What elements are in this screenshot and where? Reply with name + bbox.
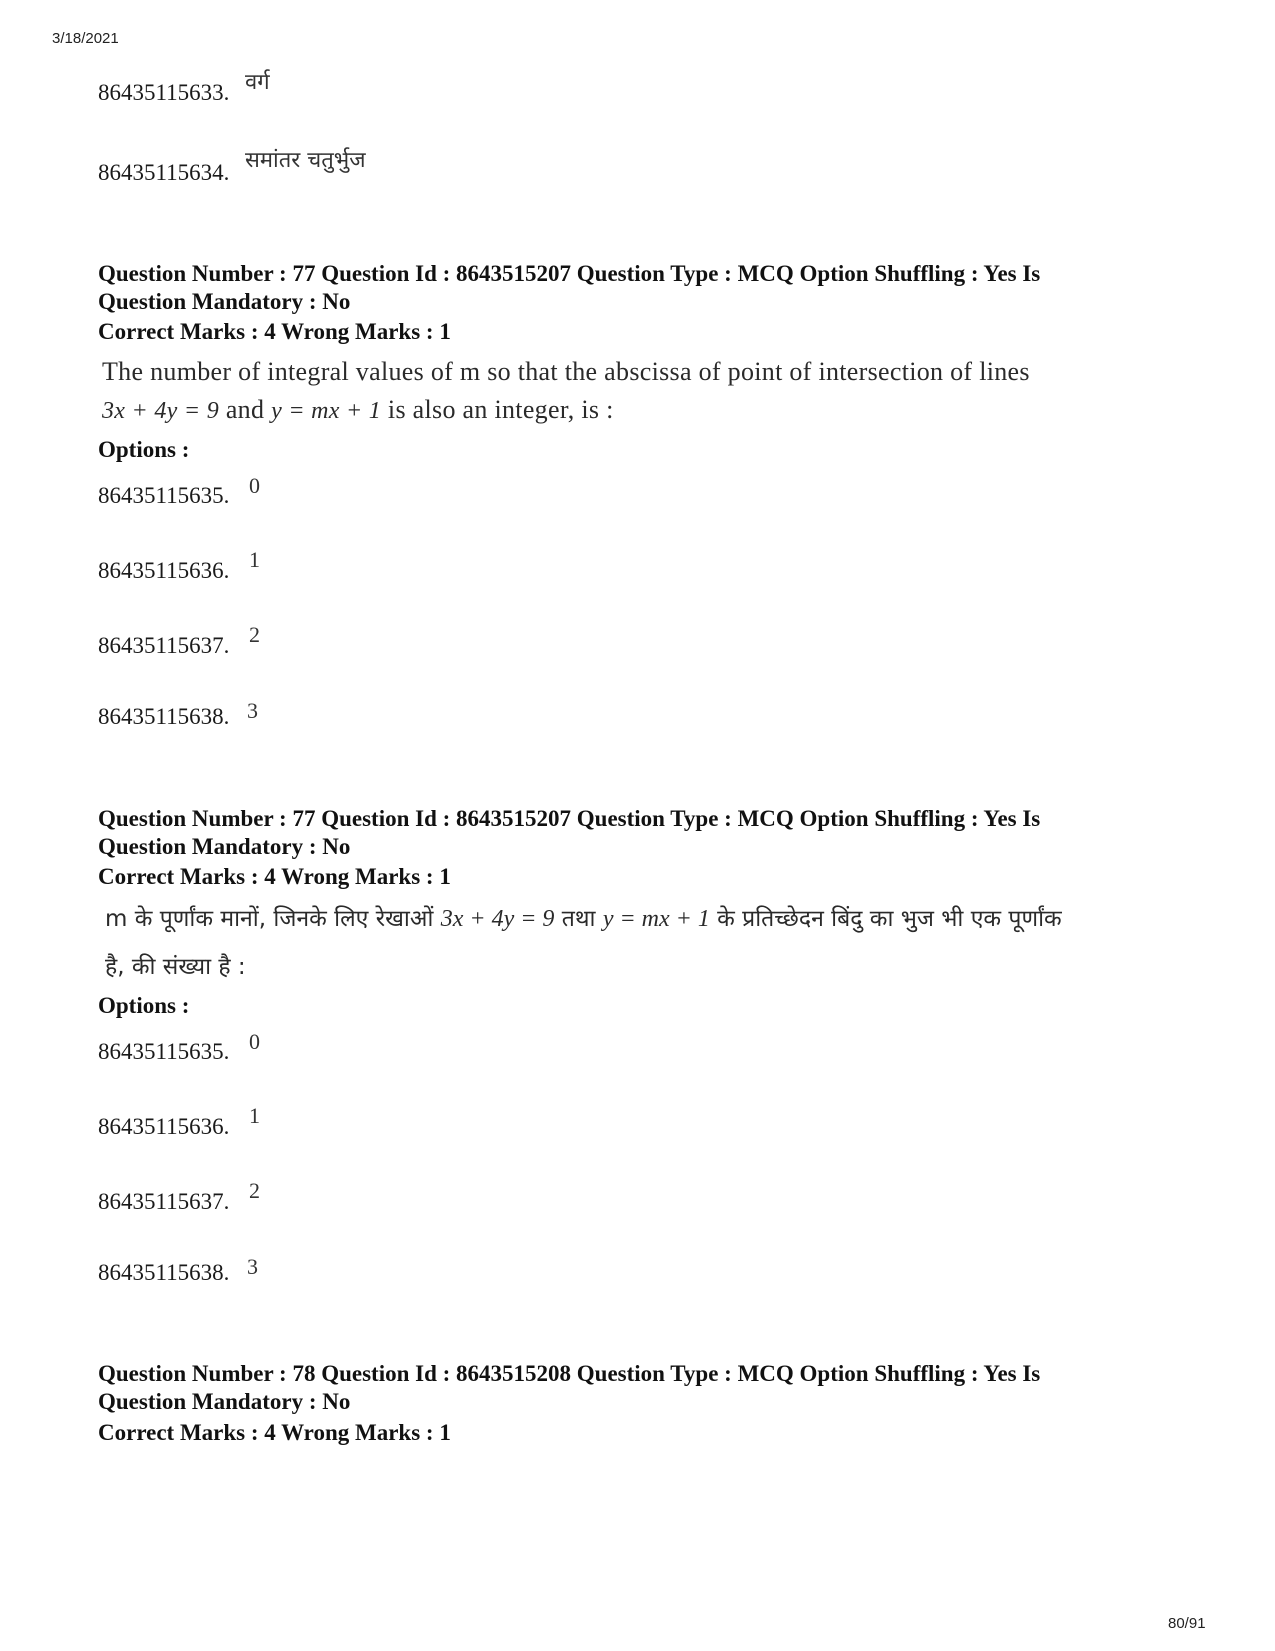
options-label: Options :: [98, 993, 190, 1018]
option-value: 1: [249, 1103, 260, 1128]
option-id: 86435115635.: [98, 1039, 230, 1064]
option-value: 0: [249, 473, 260, 498]
option-id: 86435115637.: [98, 633, 230, 658]
option-id: 86435115634.: [98, 160, 230, 185]
option-value: 1: [249, 547, 260, 572]
options-label: Options :: [98, 437, 190, 462]
question-text-line: The number of integral values of m so that the abscissa of point of intersection of lines: [102, 357, 1030, 386]
page-number: 80/91: [1168, 1615, 1206, 1632]
question-text-line: 3x + 4y = 9 and y = mx + 1 is also an integer, is :: [102, 395, 614, 424]
option-text: समांतर चतुर्भुज: [245, 148, 366, 173]
question-marks: Correct Marks : 4 Wrong Marks : 1: [98, 864, 451, 889]
option-text: वर्ग: [245, 70, 270, 95]
equation: 3x + 4y = 9: [102, 398, 219, 424]
question-marks: Correct Marks : 4 Wrong Marks : 1: [98, 1420, 451, 1445]
question-header: Question Number : 77 Question Id : 8643515207 Question Type : MCQ Option Shuffling : Yes Is Question Mandatory : No: [98, 261, 1041, 314]
option-value: 3: [247, 698, 258, 723]
option-id: 86435115636.: [98, 1114, 230, 1139]
question-header: Question Number : 77 Question Id : 8643515207 Question Type : MCQ Option Shuffling : Yes Is Question Mandatory : No: [98, 806, 1041, 859]
option-value: 0: [249, 1029, 260, 1054]
option-id: 86435115638.: [98, 1260, 230, 1285]
equation: y = mx + 1: [271, 398, 382, 424]
option-value: 2: [249, 622, 260, 647]
option-id: 86435115636.: [98, 558, 230, 583]
option-value: 3: [247, 1254, 258, 1279]
option-id: 86435115635.: [98, 483, 230, 508]
option-id: 86435115638.: [98, 704, 230, 729]
option-id: 86435115637.: [98, 1189, 230, 1214]
question-text-line: है, की संख्या है :: [105, 954, 246, 980]
print-date: 3/18/2021: [52, 30, 119, 47]
question-marks: Correct Marks : 4 Wrong Marks : 1: [98, 319, 451, 344]
equation: 3x + 4y = 9: [440, 906, 555, 932]
question-header: Question Number : 78 Question Id : 8643515208 Question Type : MCQ Option Shuffling : Yes Is Question Mandatory : No: [98, 1361, 1041, 1414]
option-id: 86435115633.: [98, 80, 230, 105]
equation: y = mx + 1: [602, 906, 710, 932]
option-value: 2: [249, 1178, 260, 1203]
question-text-line: m के पूर्णांक मानों, जिनके लिए रेखाओं 3x + 4y = 9 तथा y = mx + 1 के प्रतिच्छेदन बिंदु का भुज भी एक पूर्णांक: [105, 906, 1062, 932]
